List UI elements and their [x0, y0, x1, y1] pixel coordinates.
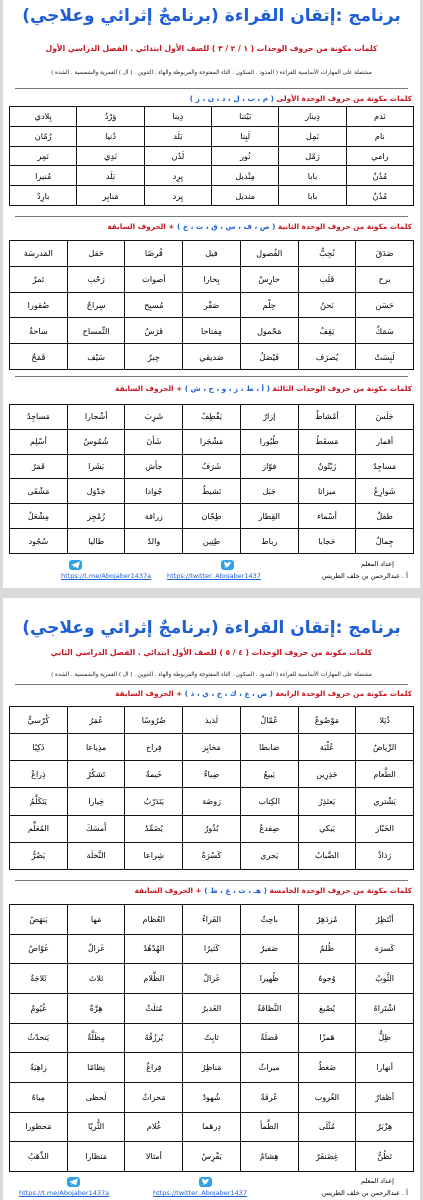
- word-cell: بَلَد: [77, 166, 144, 186]
- word-cell: المَدرسَة: [10, 241, 68, 267]
- word-cell: مَشْجَرا: [183, 429, 241, 454]
- word-cell: طفلٌ: [356, 504, 414, 529]
- word-cell: ثَلاجَةٌ: [10, 964, 68, 994]
- word-cell: وَرْدُ: [77, 107, 144, 127]
- divider: [15, 216, 408, 217]
- word-cell: مِياهٌ: [10, 1082, 68, 1112]
- word-cell: أشْجارا: [67, 405, 125, 430]
- word-cell: مِظَلَّةٌ: [67, 1023, 125, 1053]
- word-cell: دِينا: [144, 107, 211, 127]
- word-cell: نَحنُ: [298, 292, 356, 318]
- word-cell: أسْماء: [298, 504, 356, 529]
- word-cell: يَتَكَلَّمُ: [10, 788, 68, 815]
- word-cell: بُذُورٌ: [183, 815, 241, 842]
- word-cell: مَنابِر: [77, 186, 144, 206]
- word-cell: سَيْف: [67, 344, 125, 370]
- word-cell: مَوْضُوعٌ: [298, 707, 356, 734]
- table-row: [10, 146, 414, 166]
- table-row: [10, 405, 414, 430]
- word-cell: جِمالٌ: [356, 529, 414, 554]
- table-row: [10, 842, 414, 869]
- table-row: [10, 1023, 414, 1053]
- word-cell: قَمَرٌ: [10, 454, 68, 479]
- word-cell: كَثيرًا: [183, 934, 241, 964]
- table-row: [10, 1112, 414, 1142]
- word-cell: النَّظافَةُ: [240, 993, 298, 1023]
- word-cell: غُيُومٌ: [10, 993, 68, 1023]
- word-cell: نَدِي: [77, 146, 144, 166]
- divider: [15, 88, 408, 89]
- word-cell: بارِدٌ: [10, 186, 77, 206]
- word-cell: جَبَل: [240, 479, 298, 504]
- table-row: [10, 815, 414, 842]
- word-cell: ظِلٌّ: [356, 1023, 414, 1053]
- word-cell: الهُدْهُدُ: [125, 934, 183, 964]
- section-letters: ( ض ، ع ، ك ، خ ، ي ، ذ ): [184, 689, 273, 698]
- section-heading-unit4: [11, 689, 412, 698]
- word-cell: غَزالٌ: [67, 934, 125, 964]
- word-cell: صُقورا: [10, 292, 68, 318]
- table-row: [10, 126, 414, 146]
- word-cell: مُثْلَى: [298, 1112, 356, 1142]
- section-tail: + الحروف السابقة: [134, 886, 202, 895]
- divider: [15, 376, 408, 377]
- section-tail: + الحروف السابقة: [115, 384, 183, 393]
- word-cell: ذَكِيًا: [10, 734, 68, 761]
- word-cell: مَحظورا: [10, 1112, 68, 1142]
- word-cell: ساحةٌ: [10, 318, 68, 344]
- word-cell: مُدُنٌ: [346, 166, 413, 186]
- word-cell: ظُلمٌ: [298, 934, 356, 964]
- table-row: [10, 344, 414, 370]
- word-cell: نَشيطٌ: [183, 479, 241, 504]
- table-row: [10, 529, 414, 554]
- word-cell: ضابطا: [240, 734, 298, 761]
- word-cell: يُرزُقُهُ: [125, 1023, 183, 1053]
- word-cell: ذُيَلا: [356, 707, 414, 734]
- word-cell: مُدُنٌ: [346, 186, 413, 206]
- word-cell: النَّخلَة: [67, 842, 125, 869]
- word-cell: ضُرُوسًا: [125, 707, 183, 734]
- twitter-icon: [199, 1177, 212, 1187]
- word-cell: دِينار: [279, 107, 346, 127]
- word-cell: جَلَسَ: [356, 405, 414, 430]
- word-cell: أمثالا: [125, 1142, 183, 1172]
- word-cell: مُنيرا: [10, 166, 77, 186]
- word-cell: فَضلَةٌ: [240, 1023, 298, 1053]
- table-row: [10, 454, 414, 479]
- telegram-icon: [69, 560, 82, 570]
- word-cell: حَقل: [67, 241, 125, 267]
- words-table-unit1: [9, 106, 414, 206]
- word-cell: شُمُوسٌ: [67, 429, 125, 454]
- word-cell: أقمار: [356, 429, 414, 454]
- table-row: [10, 479, 414, 504]
- word-cell: مَحْمول: [240, 318, 298, 344]
- word-cell: القِطار: [240, 504, 298, 529]
- word-cell: يَتحدّثُ: [10, 1023, 68, 1053]
- word-cell: اشْتَراهُ: [356, 993, 414, 1023]
- word-cell: قَمَحٌ: [10, 344, 68, 370]
- word-cell: الذِّهَبُ: [10, 1142, 68, 1172]
- word-cell: مِشْعَلُ: [10, 504, 68, 529]
- page-footer: [3, 556, 420, 586]
- word-cell: مَساجِدٌ: [356, 454, 414, 479]
- word-cell: تَشكُرُ: [67, 761, 125, 788]
- worksheet-page-2: [3, 598, 420, 1200]
- word-cell: مُزدَهِرٌ: [298, 905, 356, 935]
- word-cell: زَيْتُونٌ: [298, 454, 356, 479]
- section-heading-unit2: [11, 222, 412, 231]
- words-table-unit4: [9, 706, 414, 870]
- word-cell: يَقْطِفُ: [183, 405, 241, 430]
- word-cell: والدٌ: [125, 529, 183, 554]
- section-heading-unit3: [11, 384, 412, 393]
- word-cell: رَمْل: [279, 146, 346, 166]
- word-cell: لَبِنا: [212, 126, 279, 146]
- word-cell: بابا: [279, 186, 346, 206]
- word-cell: يَجري: [240, 842, 298, 869]
- word-cell: ضَغطٌ: [298, 1053, 356, 1083]
- word-cell: الكِتاب: [240, 788, 298, 815]
- word-cell: منديل: [212, 186, 279, 206]
- word-cell: يُصرَف: [298, 344, 356, 370]
- word-cell: أمْشاطٌ: [298, 405, 356, 430]
- word-cell: زُمْجِر: [67, 504, 125, 529]
- table-row: [10, 1142, 414, 1172]
- table-row: [10, 1053, 414, 1083]
- prepared-by-label: إعداد المعلم: [360, 560, 394, 568]
- words-table-unit3: [9, 404, 414, 554]
- word-cell: يَفْرِسُ: [183, 1142, 241, 1172]
- table-row: [10, 734, 414, 761]
- skills-note: مشتملة على المهارات الأساسية للقراءة ( المدود . السكون . التاء المفتوحة والمربوطة والهاء . التنوين . ( ال ) القمرية والشمسية . الشدة ): [51, 70, 372, 76]
- word-cell: نِظامًا: [67, 1053, 125, 1083]
- section-tail: + الحروف السابقة: [115, 689, 183, 698]
- word-cell: تَمرٌ: [10, 266, 68, 292]
- word-cell: رَوضَة: [183, 788, 241, 815]
- word-cell: بابا: [279, 166, 346, 186]
- section-heading-unit5: [11, 886, 412, 895]
- word-cell: مُسبِح: [125, 292, 183, 318]
- word-cell: الفُصول: [240, 241, 298, 267]
- word-cell: يَضُرُّ: [10, 842, 68, 869]
- word-cell: خِيارا: [67, 788, 125, 815]
- table-row: [10, 107, 414, 127]
- word-cell: نام: [346, 126, 413, 146]
- word-cell: الثُّريّا: [67, 1112, 125, 1142]
- word-cell: مَها: [67, 905, 125, 935]
- word-cell: مِنْديل: [212, 166, 279, 186]
- word-cell: لَبِسَتْ: [356, 344, 414, 370]
- word-cell: مذِياعا: [67, 734, 125, 761]
- word-cell: قُرصًا: [125, 241, 183, 267]
- word-cell: خَيمةٌ: [125, 761, 183, 788]
- word-cell: غَوّاصٌ: [10, 934, 68, 964]
- table-row: [10, 504, 414, 529]
- word-cell: يَشْتري: [356, 788, 414, 815]
- word-cell: سَمَكٌ: [356, 318, 414, 344]
- divider: [15, 684, 408, 685]
- word-cell: كَسْرَةٌ: [183, 842, 241, 869]
- word-cell: بِحارا: [183, 266, 241, 292]
- worksheet-page-1: [3, 0, 420, 588]
- word-cell: ذِراعٌ: [10, 761, 68, 788]
- word-cell: جُوادا: [125, 479, 183, 504]
- word-cell: رُمّان: [10, 126, 77, 146]
- twitter-link[interactable]: https://twitter. Abojaber1437: [153, 1189, 247, 1197]
- table-row: [10, 241, 414, 267]
- word-cell: صَدَقَ: [356, 241, 414, 267]
- word-cell: حِلْم: [240, 292, 298, 318]
- word-cell: المُعَلِّم: [10, 815, 68, 842]
- section-tail: + الحروف السابقة: [107, 222, 175, 231]
- word-cell: صَقْر: [183, 292, 241, 318]
- word-cell: ظُهيرا: [240, 964, 298, 994]
- word-cell: أظفارٌ: [356, 1082, 414, 1112]
- word-cell: ثابِتٌ: [183, 1023, 241, 1053]
- telegram-link[interactable]: https://t.me/Abojaber1437a: [19, 1189, 110, 1197]
- teacher-name: أ . عبدالرحمن بن خلف الطريس: [321, 572, 408, 580]
- section-letters: ( أ ، ط ، ز ، و ، ج ، ش ): [184, 384, 270, 393]
- word-cell: مَشْقَى: [10, 479, 68, 504]
- word-cell: يَعتَذِرُ: [298, 788, 356, 815]
- word-cell: مَنظارا: [67, 1142, 125, 1172]
- section-heading-unit1: [11, 94, 412, 103]
- word-cell: مَسقَطُ: [298, 429, 356, 454]
- word-cell: شِراعا: [125, 842, 183, 869]
- word-cell: طِحّان: [183, 504, 241, 529]
- word-cell: دِرهَما: [183, 1112, 241, 1142]
- table-row: [10, 934, 414, 964]
- table-row: [10, 707, 414, 734]
- word-cell: ميزانا: [298, 479, 356, 504]
- page-title: برنامج :إتقان القراءة (برنامجٌ إثرائي وعلاجي): [22, 6, 401, 26]
- word-cell: نَمِر: [10, 146, 77, 166]
- word-cell: لَحظى: [67, 1082, 125, 1112]
- word-cell: حَسَن: [356, 292, 414, 318]
- word-cell: أصوات: [125, 266, 183, 292]
- table-row: [10, 788, 414, 815]
- word-cell: إزارٌ: [240, 405, 298, 430]
- word-cell: غِضَنفَرٌ: [298, 1142, 356, 1172]
- telegram-icon: [67, 1177, 80, 1187]
- page-subtitle: كلمات مكونة من حروف الوحدات ( ٤ / ٥ ) للصف الأول ابتدائي . الفصل الدراسي الثاني: [50, 648, 373, 657]
- word-cell: يَبيعُ: [240, 761, 298, 788]
- word-cell: بَيْتنا: [212, 107, 279, 127]
- word-cell: حارِسٌ: [240, 266, 298, 292]
- word-cell: كُرْسيٌّ: [10, 707, 68, 734]
- word-cell: نُحِبُّ: [298, 241, 356, 267]
- section-letters: ( م ، ب ، ل ، د ، ن ، ر ): [189, 94, 274, 103]
- table-row: [10, 993, 414, 1023]
- word-cell: فَرَسٌ: [125, 318, 183, 344]
- word-cell: غُلام: [125, 1112, 183, 1142]
- teacher-name: أ . عبدالرحمن بن خلف الطريس: [321, 1189, 408, 1197]
- word-cell: عُمّالٌ: [240, 707, 298, 734]
- word-cell: سُجُود: [10, 529, 68, 554]
- word-cell: برح: [356, 266, 414, 292]
- word-cell: عُمَرُ: [67, 707, 125, 734]
- word-cell: شَرَفٌ: [183, 454, 241, 479]
- word-cell: سِراجٌ: [67, 292, 125, 318]
- word-cell: صَفيرٌ: [240, 934, 298, 964]
- word-cell: ضِياءٌ: [183, 761, 241, 788]
- skills-note: مشتملة على المهارات الأساسية للقراءة ( المدود . السكون . التاء المفتوحة والمربوطة والهاء . التنوين . ( ال ) القمرية والشمسية . الشدة ): [51, 672, 372, 678]
- words-table-unit2: [9, 240, 414, 370]
- word-cell: الظَّلام: [125, 964, 183, 994]
- table-row: [10, 964, 414, 994]
- twitter-link[interactable]: https://twitter. Abojaber1437: [167, 572, 261, 580]
- word-cell: الخَبّاز: [356, 815, 414, 842]
- word-cell: شَرِبَ: [125, 405, 183, 430]
- word-cell: يَقِفُ: [298, 318, 356, 344]
- telegram-link[interactable]: https://t.me/Abojaber1437a: [61, 572, 152, 580]
- word-cell: يُصْبغ: [298, 993, 356, 1023]
- word-cell: الرِّياضُ: [356, 734, 414, 761]
- word-cell: يُضَمِّدُ: [125, 815, 183, 842]
- table-row: [10, 761, 414, 788]
- word-cell: زرافة: [125, 504, 183, 529]
- word-cell: بَلَد: [144, 126, 211, 146]
- word-cell: فِراخ: [125, 734, 183, 761]
- word-cell: ميراثٌ: [240, 1053, 298, 1083]
- word-cell: أَمسَكَ: [67, 815, 125, 842]
- table-row: [10, 266, 414, 292]
- section-label: كلمات مكونة من حروف الوحدات الثالثة: [272, 384, 412, 393]
- section-label: كلمات مكونة من حروف الوحدة الخامسة: [269, 886, 412, 895]
- prepared-by-label: إعداد المعلم: [360, 1177, 394, 1185]
- word-cell: أنْتَظِرُ: [356, 905, 414, 935]
- section-letters: ( ص ، ف ، س ، ق ، ت ، ح ): [176, 222, 276, 231]
- table-row: [10, 318, 414, 344]
- word-cell: الغَديرُ: [183, 993, 241, 1023]
- word-cell: طاليا: [67, 529, 125, 554]
- word-cell: جَدْوَل: [67, 479, 125, 504]
- word-cell: فَيْصَلُ: [240, 344, 298, 370]
- section-label: كلمات مكونة من حروف الوحدة الأولى: [276, 94, 412, 103]
- word-cell: الضَّبابُ: [298, 842, 356, 869]
- word-cell: الطَّعام: [356, 761, 414, 788]
- word-cell: تَظُنُّ: [356, 1142, 414, 1172]
- word-cell: حَذِرِين: [298, 761, 356, 788]
- word-cell: نَدم: [346, 107, 413, 127]
- word-cell: التِّمساح: [67, 318, 125, 344]
- word-cell: الظَّمأ: [240, 1112, 298, 1142]
- word-cell: جأش: [125, 454, 183, 479]
- word-cell: هِرَّةٌ: [67, 993, 125, 1023]
- page-footer: [3, 1174, 420, 1200]
- word-cell: ثلاثَ: [67, 964, 125, 994]
- divider: [15, 880, 408, 881]
- word-cell: أسْلِم: [10, 429, 68, 454]
- word-cell: حَجابا: [298, 529, 356, 554]
- word-cell: رَحْب: [67, 266, 125, 292]
- word-cell: يَنهَضُ: [10, 905, 68, 935]
- word-cell: زاهِيَةٌ: [10, 1053, 68, 1083]
- word-cell: وُجوهٌ: [298, 964, 356, 994]
- word-cell: أنهارا: [356, 1053, 414, 1083]
- word-cell: نَمِل: [279, 126, 346, 146]
- word-cell: شُهودٌ: [183, 1082, 241, 1112]
- word-cell: رَذاذٌ: [356, 842, 414, 869]
- word-cell: مَساجِدُ: [10, 405, 68, 430]
- word-cell: لَذيذ: [183, 707, 241, 734]
- table-row: [10, 1082, 414, 1112]
- table-row: [10, 905, 414, 935]
- section-letters: ( هـ ، ث ، غ ، ظ ): [204, 886, 267, 895]
- word-cell: ضِفدعٌ: [240, 815, 298, 842]
- word-cell: يَتَدَرّبُ: [125, 788, 183, 815]
- word-cell: قَلَب: [298, 266, 356, 292]
- word-cell: شَأنَ: [125, 429, 183, 454]
- table-row: [10, 429, 414, 454]
- word-cell: يِرد: [144, 186, 211, 206]
- word-cell: هِشامٌ: [240, 1142, 298, 1172]
- words-table-unit5: [9, 904, 414, 1172]
- word-cell: مُثلَثٌ: [125, 993, 183, 1023]
- word-cell: رامي: [346, 146, 413, 166]
- word-cell: لَدُن: [144, 146, 211, 166]
- word-cell: مِفتاحا: [183, 318, 241, 344]
- word-cell: الغُروب: [298, 1082, 356, 1112]
- word-cell: يِرِد: [144, 166, 211, 186]
- word-cell: عُرفَةٌ: [240, 1082, 298, 1112]
- page-title: برنامج :إتقان القراءة (برنامجٌ إثرائي وعلاجي): [22, 618, 401, 638]
- word-cell: عُلْبَة: [298, 734, 356, 761]
- word-cell: مَخابِز: [183, 734, 241, 761]
- word-cell: صَديقي: [183, 344, 241, 370]
- word-cell: حِبرٌ: [125, 344, 183, 370]
- word-cell: الثَّوبُ: [356, 964, 414, 994]
- table-row: [10, 166, 414, 186]
- word-cell: رباط: [240, 529, 298, 554]
- word-cell: طُيُورا: [240, 429, 298, 454]
- word-cell: مَناظِرُ: [183, 1053, 241, 1083]
- page-subtitle: كلمات مكونة من حروف الوحدات ( ١ / ٢ / ٣ ) للصف الأول ابتدائي . الفصل الدراسي الأول: [45, 44, 378, 53]
- word-cell: كَسرَة: [356, 934, 414, 964]
- word-cell: هِزْبَرٌ: [356, 1112, 414, 1142]
- word-cell: مَحراثٌ: [125, 1082, 183, 1112]
- word-cell: الفَراءُ: [183, 905, 241, 935]
- twitter-icon: [221, 560, 234, 570]
- word-cell: باحِثٌ: [240, 905, 298, 935]
- word-cell: دُنيا: [77, 126, 144, 146]
- word-cell: شَوارِعُ: [356, 479, 414, 504]
- table-row: [10, 186, 414, 206]
- word-cell: نُور: [212, 146, 279, 166]
- word-cell: بِلادي: [10, 107, 77, 127]
- section-label: كلمات مكونة من حروف الوحدة الثانية: [278, 222, 412, 231]
- word-cell: فوّاز: [240, 454, 298, 479]
- word-cell: يَبكي: [298, 815, 356, 842]
- section-label: كلمات مكونة من حروف الوحدة الرابعة: [275, 689, 412, 698]
- word-cell: غَزالٌ: [183, 964, 241, 994]
- word-cell: فِراغٌ: [125, 1053, 183, 1083]
- word-cell: هَمزًا: [298, 1023, 356, 1053]
- word-cell: طِنِين: [183, 529, 241, 554]
- word-cell: العُظام: [125, 905, 183, 935]
- word-cell: بَشَرا: [67, 454, 125, 479]
- word-cell: فيل: [183, 241, 241, 267]
- table-row: [10, 292, 414, 318]
